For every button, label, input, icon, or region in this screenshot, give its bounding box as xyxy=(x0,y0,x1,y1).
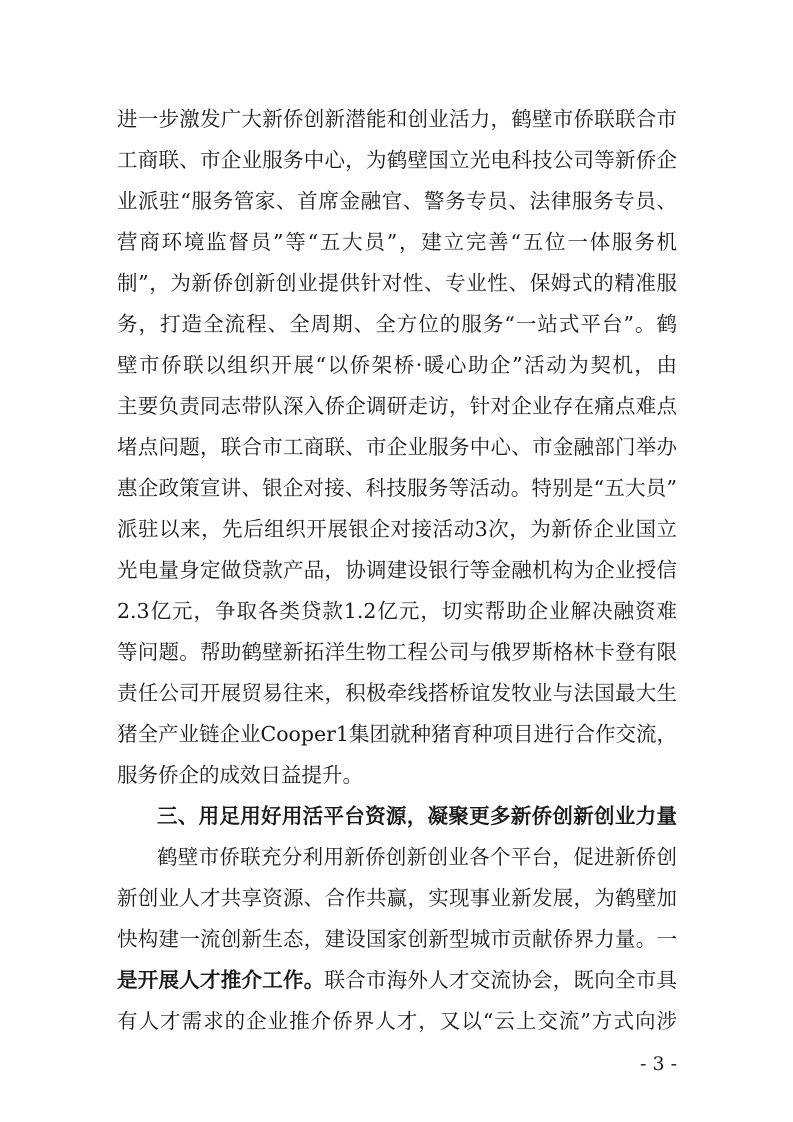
body-text-fragment: 联合市海外人才交流协会，既向全市具 xyxy=(324,968,677,992)
body-text-line: 惠企政策宣讲、银企对接、科技服务等活动。特别是“五大员” xyxy=(117,476,677,500)
body-text-line: 猪全产业链企业Cooper1集团就种猪育种项目进行合作交流， xyxy=(117,722,677,746)
body-text-line: 2.3亿元，争取各类贷款1.2亿元，切实帮助企业解决融资难 xyxy=(117,599,677,623)
body-text-line: 工商联、市企业服务中心，为鹤壁国立光电科技公司等新侨企 xyxy=(117,148,677,172)
body-text-line: 堵点问题，联合市工商联、市企业服务中心、市金融部门举办 xyxy=(117,435,677,459)
body-text-line: 有人才需求的企业推介侨界人才，又以“云上交流”方式向涉 xyxy=(117,1009,677,1033)
body-text-line: 快构建一流创新生态，建设国家创新型城市贡献侨界力量。一 xyxy=(117,927,677,951)
body-text-line xyxy=(117,968,677,992)
body-text-line: 主要负责同志带队深入侨企调研走访，针对企业存在痛点难点 xyxy=(117,394,677,418)
body-text-line: 业派驻“服务管家、首席金融官、警务专员、法律服务专员、 xyxy=(117,189,677,213)
body-text-line: 进一步激发广大新侨创新潜能和创业活力，鹤壁市侨联联合市 xyxy=(117,107,677,131)
body-text-line: 制”，为新侨创新创业提供针对性、专业性、保姆式的精准服 xyxy=(117,271,677,295)
section-heading: 三、用足用好用活平台资源，凝聚更多新侨创新创业力量 xyxy=(157,804,677,828)
body-text-line: 鹤壁市侨联充分利用新侨创新创业各个平台，促进新侨创 xyxy=(157,845,677,869)
body-text-line: 营商环境监督员”等“五大员”，建立完善“五位一体服务机 xyxy=(117,230,677,254)
body-text-line: 新创业人才共享资源、合作共赢，实现事业新发展，为鹤壁加 xyxy=(117,886,677,910)
bold-lead-phrase: 是开展人才推介工作。 xyxy=(117,968,325,992)
body-text-line: 派驻以来，先后组织开展银企对接活动3次，为新侨企业国立 xyxy=(117,517,677,541)
body-text-line: 壁市侨联以组织开展“以侨架桥·暖心助企”活动为契机，由 xyxy=(117,353,677,377)
body-text-line: 等问题。帮助鹤壁新拓洋生物工程公司与俄罗斯格林卡登有限 xyxy=(117,640,677,664)
body-text-line: 服务侨企的成效日益提升。 xyxy=(117,763,363,787)
body-text-line: 责任公司开展贸易往来，积极牵线搭桥谊发牧业与法国最大生 xyxy=(117,681,677,705)
body-text-line: 务，打造全流程、全周期、全方位的服务“一站式平台”。鹤 xyxy=(117,312,677,336)
page-number: - 3 - xyxy=(640,1053,678,1075)
body-text-line: 光电量身定做贷款产品，协调建设银行等金融机构为企业授信 xyxy=(117,558,677,582)
